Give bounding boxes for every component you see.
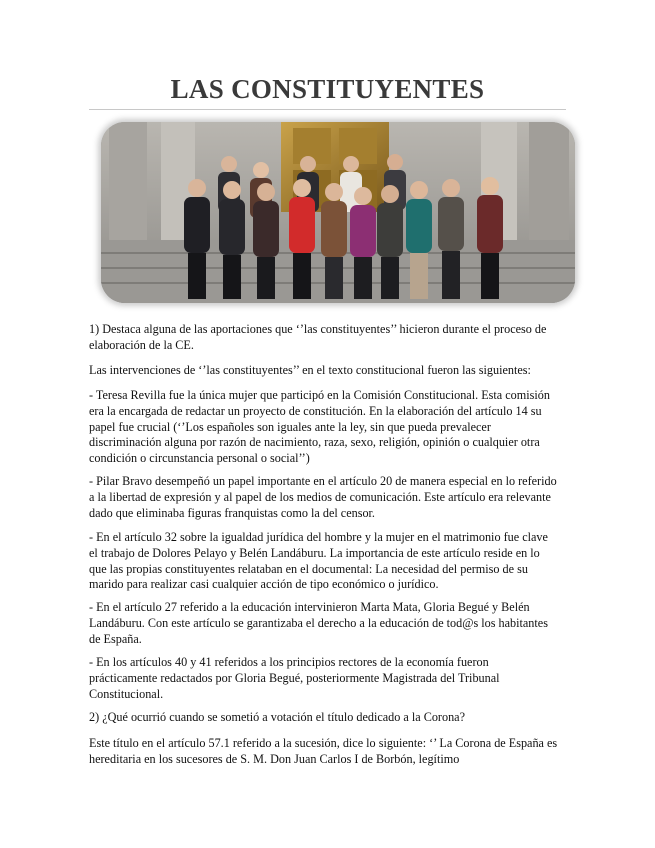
group-photo: [101, 122, 575, 303]
paragraph-articulos-40-41: - En los artículos 40 y 41 referidos a los principios rectores de la economía fueron prácticamente redactados por Gloria Begué, posteriormente Magistrada del Tribunal Constitucional.: [89, 655, 500, 701]
question-1: 1) Destaca alguna de las aportaciones que ‘’las constituyentes’’ hicieron durante el proceso de elaboración de la CE.: [89, 322, 547, 352]
page-title: LAS CONSTITUYENTES: [170, 74, 485, 104]
paragraph-articulo-27: - En el artículo 27 referido a la educación intervinieron Marta Mata, Gloria Begué y Belén Landáburu. Con este artículo se garantizaba el derecho a la educación de tod@s los habitantes de España.: [89, 600, 548, 646]
paragraph-pilar-bravo: - Pilar Bravo desempeñó un papel importante en el artículo 20 de manera especial en lo referido a la libertad de expresión y al papel de los medios de comunicación. Este artículo era relevante dado que eliminaba figuras franquistas como la del censor.: [89, 474, 557, 520]
intro-paragraph: Las intervenciones de ‘’las constituyentes’’ en el texto constitucional fueron las siguientes:: [89, 363, 531, 377]
title-divider: [89, 109, 566, 110]
paragraph-articulo-32: - En el artículo 32 sobre la igualdad jurídica del hombre y la mujer en el matrimonio fue clave el trabajo de Dolores Pelayo y Belén Landáburu. La importancia de este artículo reside en lo que las propias constituyentes relataban en el documental: La necesidad del permiso de su marido para realizar casi cualquier acción de tipo económico o jurídico.: [89, 530, 548, 592]
question-2: 2) ¿Qué ocurrió cuando se sometió a votación el título dedicado a la Corona?: [89, 710, 465, 724]
paragraph-corona: Este título en el artículo 57.1 referido a la sucesión, dice lo siguiente: ‘’ La Corona de España es hereditaria en los sucesores de S. M. Don Juan Carlos I de Borbón, legítimo: [89, 736, 558, 766]
paragraph-teresa-revilla: - Teresa Revilla fue la única mujer que participó en la Comisión Constitucional. Esta comisión era la encargada de redactar un proyecto de constitución. En la elaboración del artículo 14 su papel fue crucial (‘’Los españoles son iguales ante la ley, sin que pueda prevalecer discriminación alguna por razón de nacimiento, raza, sexo, religión, opinión o cualquier otra condición o circunstancia personal o social’’): [89, 388, 550, 466]
